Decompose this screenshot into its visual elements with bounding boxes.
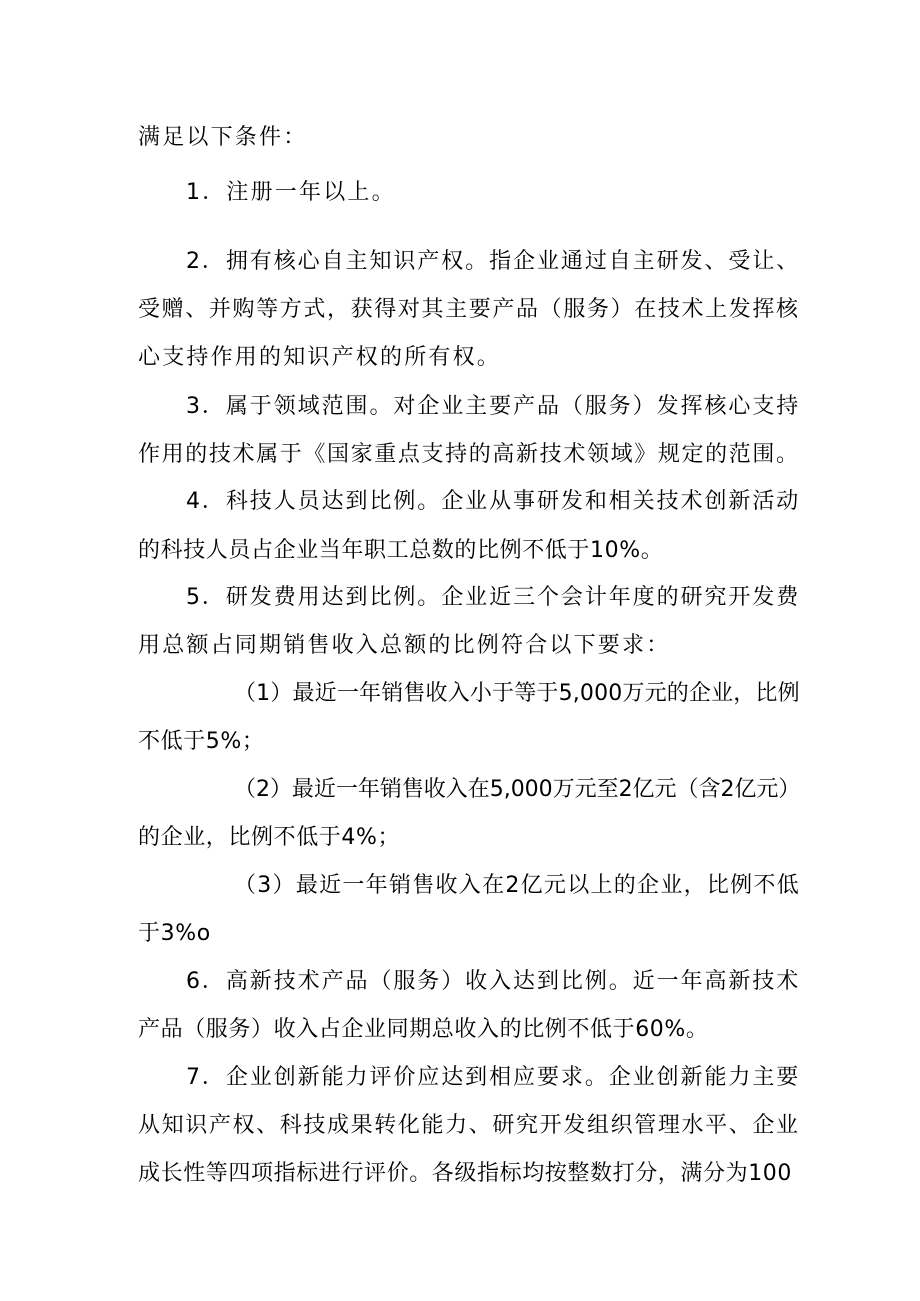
text-line-7: 作用的技术属于《国家重点支持的高新技术领域》规定的范围。 <box>138 442 800 467</box>
text-line-17: 于3%o <box>138 921 211 946</box>
text-line-1: 满足以下条件： <box>138 125 308 150</box>
text-line-2: 1．注册一年以上。 <box>186 180 396 205</box>
text-line-15: 的企业，比例不低于4%； <box>138 825 401 850</box>
text-line-6: 3．属于领域范围。对企业主要产品（服务）发挥核心支持 <box>186 394 801 419</box>
text-line-20: 7．企业创新能力评价应达到相应要求。企业创新能力主要 <box>186 1065 801 1090</box>
text-line-9: 的科技人员占企业当年职工总数的比例不低于10%。 <box>138 538 664 563</box>
text-line-14: （2）最近一年销售收入在5,000万元至2亿元（含2亿元） <box>234 777 801 802</box>
text-line-21: 从知识产权、科技成果转化能力、研究开发组织管理水平、企业 <box>138 1113 800 1138</box>
text-line-22: 成长性等四项指标进行评价。各级指标均按整数打分，满分为100 <box>138 1161 792 1186</box>
text-line-12: （1）最近一年销售收入小于等于5,000万元的企业，比例 <box>234 681 800 706</box>
text-line-8: 4．科技人员达到比例。企业从事研发和相关技术创新活动 <box>186 489 801 514</box>
text-line-3: 2．拥有核心自主知识产权。指企业通过自主研发、受让、 <box>186 249 801 274</box>
text-line-4: 受赠、并购等方式，获得对其主要产品（服务）在技术上发挥核 <box>138 297 800 322</box>
text-line-5: 心支持作用的知识产权的所有权。 <box>138 345 502 370</box>
text-line-19: 产品（服务）收入占企业同期总收入的比例不低于60%。 <box>138 1017 709 1042</box>
text-line-11: 用总额占同期销售收入总额的比例符合以下要求： <box>138 633 671 658</box>
text-line-16: （3）最近一年销售收入在2亿元以上的企业，比例不低 <box>234 873 800 898</box>
text-line-18: 6．高新技术产品（服务）收入达到比例。近一年高新技术 <box>186 969 801 994</box>
text-line-13: 不低于5%； <box>138 729 265 754</box>
text-line-10: 5．研发费用达到比例。企业近三个会计年度的研究开发费 <box>186 585 801 610</box>
